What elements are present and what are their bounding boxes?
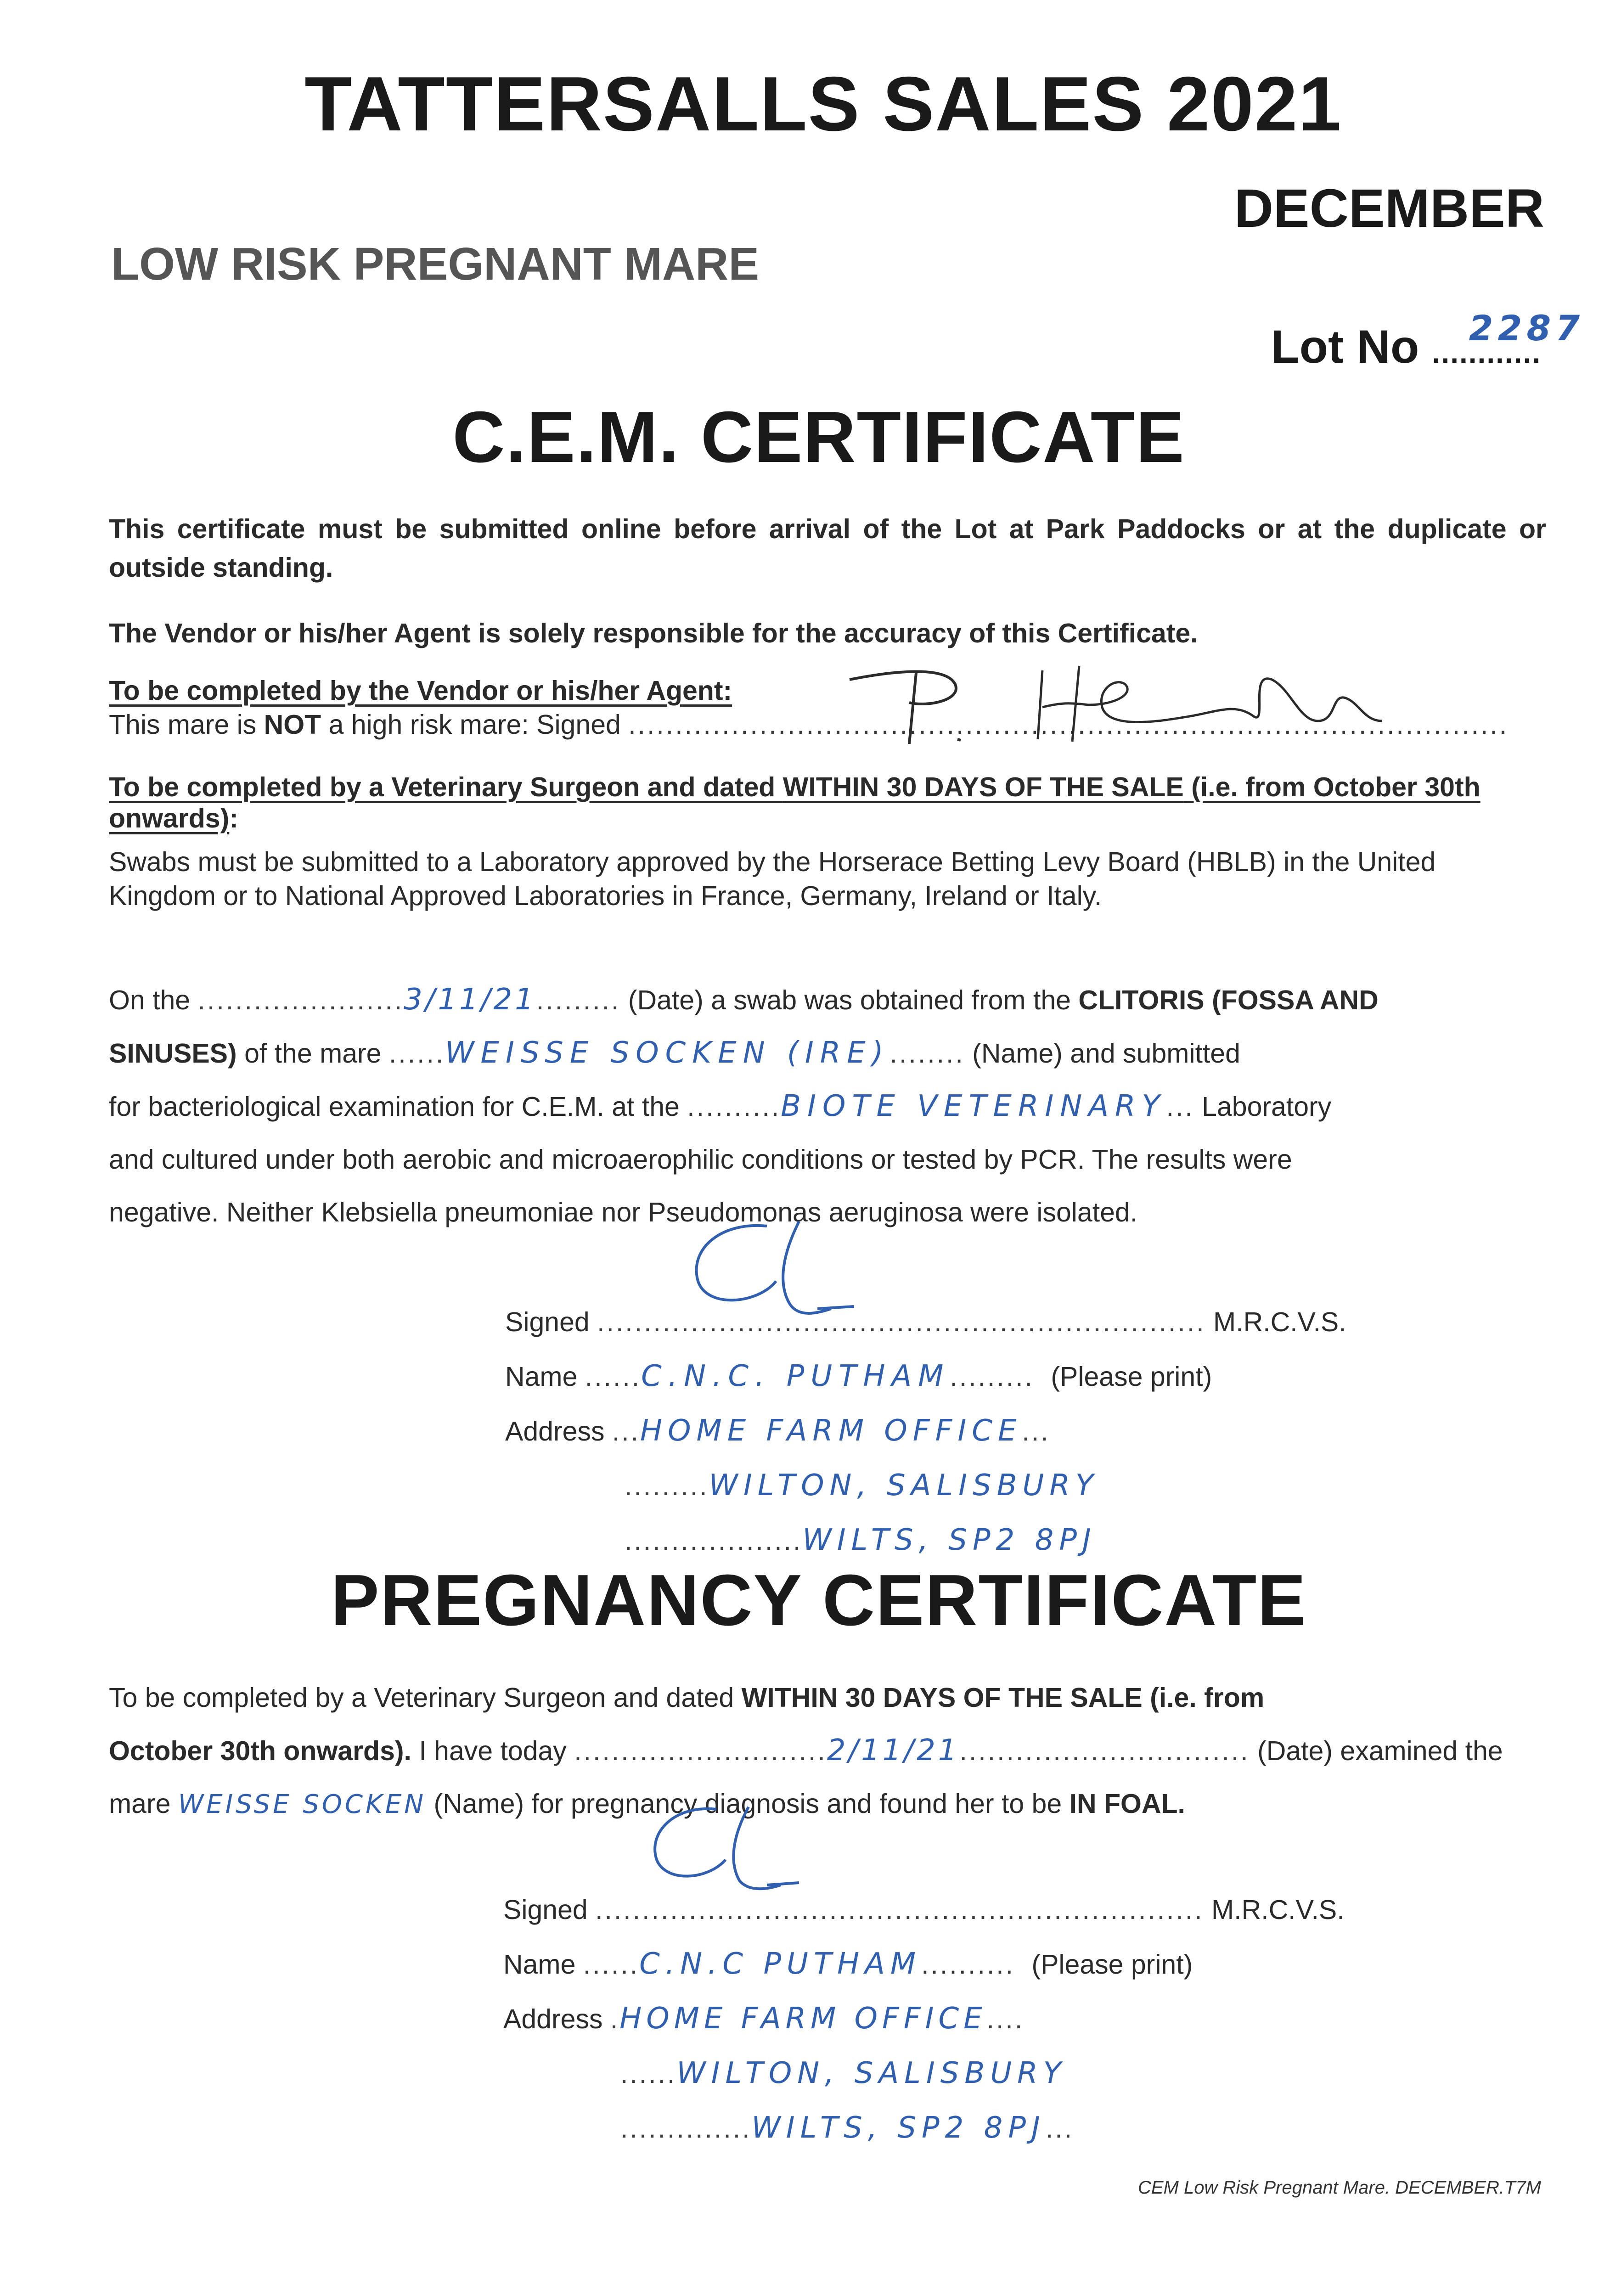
cem-vet-block bbox=[505, 1295, 1346, 1568]
cem-mare-name: WEISSE SOCKEN (IRE) bbox=[445, 1036, 890, 1070]
vet-heading: To be completed by a Veterinary Surgeon and dated WITHIN 30 DAYS OF THE SALE (i.e. from October 30th onwards): bbox=[109, 772, 1481, 833]
lot-number-value: 2287 bbox=[1469, 308, 1585, 349]
vendor-signature bbox=[840, 652, 1437, 762]
cem-signed-row: Signed ................................................................. M.R.C.V.S. bbox=[505, 1307, 1346, 1337]
laboratory-name: BIOTE VETERINARY bbox=[781, 1089, 1166, 1123]
swab-line-1: On the ......................3/11/21......... (Date) a swab was obtained from the CLITORIS (FOSSA AND bbox=[109, 974, 1546, 1027]
cem-address-row-2: .........WILTON, SALISBURY bbox=[505, 1458, 1346, 1513]
cem-certificate-title: C.E.M. CERTIFICATE bbox=[452, 397, 1185, 478]
cem-vet-name: C.N.C. PUTHAM bbox=[641, 1359, 950, 1393]
vendor-heading: To be completed by the Vendor or his/her Agent: bbox=[109, 675, 732, 706]
submission-notice: This certificate must be submitted online before arrival of the Lot at Park Paddocks or at the duplicate or outside standing. bbox=[109, 514, 1546, 583]
pregnancy-mare-name: WEISSE SOCKEN bbox=[178, 1790, 427, 1819]
cem-name-row: Name ......C.N.C. PUTHAM......... (Please print) bbox=[505, 1349, 1346, 1404]
swab-line-4: and cultured under both aerobic and microaerophilic conditions or tested by PCR. The results were bbox=[109, 1144, 1292, 1175]
pregnancy-vet-name: C.N.C PUTHAM bbox=[639, 1947, 922, 1981]
cem-address-line-2: WILTON, SALISBURY bbox=[709, 1469, 1099, 1503]
preg-line-1: To be completed by a Veterinary Surgeon and dated WITHIN 30 DAYS OF THE SALE (i.e. from bbox=[109, 1683, 1265, 1713]
form-code: CEM Low Risk Pregnant Mare. DECEMBER.T7M bbox=[1137, 2178, 1541, 2198]
preg-address-row-2: ......WILTON, SALISBURY bbox=[503, 2046, 1345, 2101]
lot-label: Lot No bbox=[1271, 321, 1419, 373]
preg-name-row: Name ......C.N.C PUTHAM.......... (Please print) bbox=[503, 1937, 1345, 1992]
responsibility-notice: The Vendor or his/her Agent is solely responsible for the accuracy of this Certificate. bbox=[109, 618, 1198, 648]
pregnancy-vet-block bbox=[503, 1883, 1345, 2155]
swab-line-3: for bacteriological examination for C.E.M. at the ..........BIOTE VETERINARY... Laboratory bbox=[109, 1080, 1546, 1133]
exam-date: 2/11/21 bbox=[827, 1733, 960, 1767]
swab-statement bbox=[109, 974, 1546, 1239]
pregnancy-address-line-3: WILTS, SP2 8PJ bbox=[751, 2111, 1046, 2145]
preg-signed-row: Signed ................................................................. M.R.C.V.S. bbox=[503, 1895, 1345, 1925]
pregnancy-address-line-1: HOME FARM OFFICE bbox=[619, 2002, 987, 2036]
lot-number-field: Lot No .. 2287 .......... bbox=[1271, 308, 1585, 373]
cem-address-row-1: Address ...HOME FARM OFFICE... bbox=[505, 1404, 1346, 1458]
preg-address-row-1: Address .HOME FARM OFFICE.... bbox=[503, 1992, 1345, 2046]
preg-address-row-3: ..............WILTS, SP2 8PJ... bbox=[503, 2101, 1345, 2155]
swab-laboratory-text: Swabs must be submitted to a Laboratory approved by the Horserace Betting Levy Board (HBLB) in the United Kingdom or to National Approved Laboratories in France, Germany, Ireland or Italy. bbox=[109, 847, 1436, 911]
pregnancy-certificate-title: PREGNANCY CERTIFICATE bbox=[331, 1560, 1307, 1641]
sale-month: DECEMBER bbox=[1234, 178, 1544, 239]
cem-address-line-3: WILTS, SP2 8PJ bbox=[802, 1523, 1097, 1557]
preg-line-2: October 30th onwards). I have today ...........................2/11/21............................... (Date) examined the bbox=[109, 1724, 1546, 1778]
swab-date: 3/11/21 bbox=[404, 983, 536, 1017]
preg-line-3: mare WEISSE SOCKEN (Name) for pregnancy diagnosis and found her to be IN FOAL. bbox=[109, 1778, 1546, 1831]
cem-address-row-3: ...................WILTS, SP2 8PJ bbox=[505, 1513, 1346, 1568]
document-title: TATTERSALLS SALES 2021 bbox=[304, 61, 1342, 147]
vendor-declaration: This mare is NOT a high risk mare: Signed .............................................................................................. bbox=[109, 709, 1509, 740]
swab-line-2: SINUSES) of the mare ......WEISSE SOCKEN (IRE)........ (Name) and submitted bbox=[109, 1027, 1546, 1080]
cem-address-line-1: HOME FARM OFFICE bbox=[640, 1414, 1022, 1448]
swab-line-5: negative. Neither Klebsiella pneumoniae nor Pseudomonas aeruginosa were isolated. bbox=[109, 1197, 1138, 1227]
mare-category: LOW RISK PREGNANT MARE bbox=[111, 238, 760, 290]
pregnancy-address-line-2: WILTON, SALISBURY bbox=[676, 2056, 1067, 2090]
